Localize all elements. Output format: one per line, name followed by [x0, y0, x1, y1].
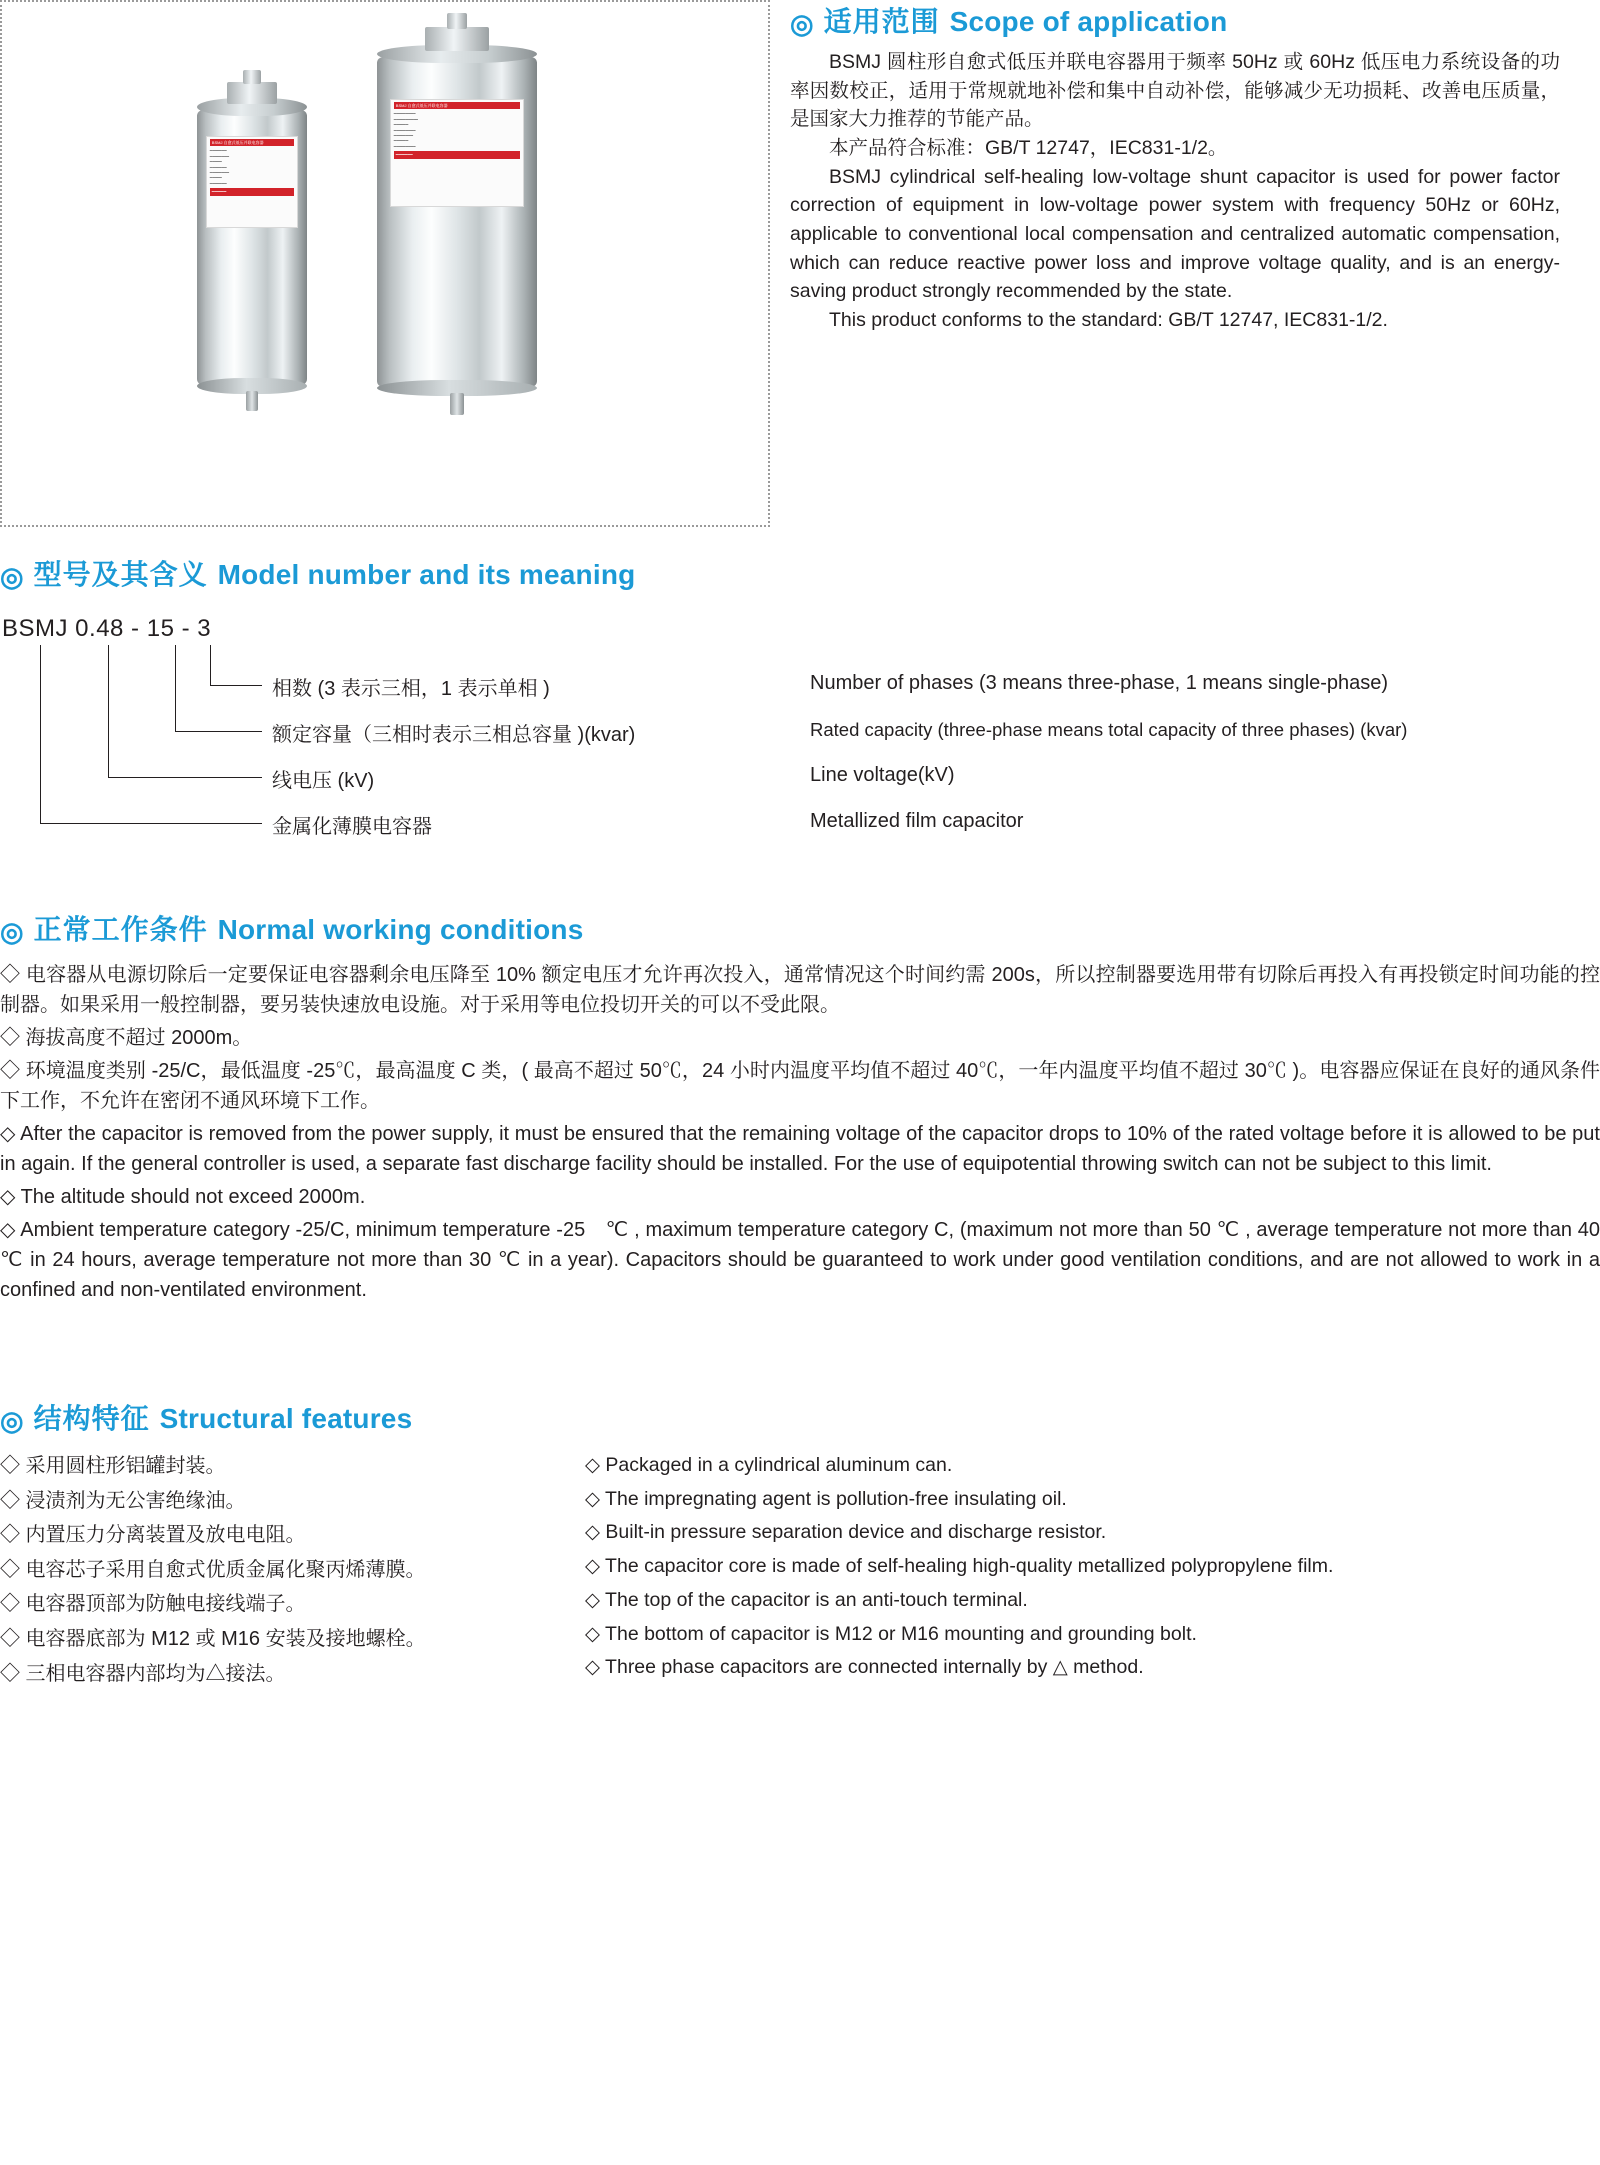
scope-heading-en: Scope of application — [949, 6, 1228, 37]
leader-hline-capacity — [175, 731, 262, 732]
scope-paragraph-cn-2: 本产品符合标准：GB/T 12747，IEC831-1/2。 — [829, 136, 1228, 159]
ring-icon: ◎ — [0, 1406, 24, 1436]
scope-paragraph-en-2: This product conforms to the standard: GB/T 12747, IEC831-1/2. — [829, 308, 1388, 331]
structural-features-heading-cn: 结构特征 — [33, 1403, 150, 1434]
capacitor-small-terminal — [227, 82, 277, 104]
model-row-cn-3: 金属化薄膜电容器 — [272, 816, 432, 838]
structural-item-en-0: ◇ Packaged in a cylindrical aluminum can. — [585, 1454, 953, 1476]
structural-features-column-cn — [0, 1449, 585, 1691]
leader-hline-voltage — [108, 777, 262, 778]
model-heading — [0, 553, 1600, 593]
normal-conditions-item-cn-1: ◇ 海拔高度不超过 2000m。 — [0, 1027, 253, 1049]
leader-vline-capacity — [175, 645, 176, 731]
normal-conditions-item-en-2: ◇ Ambient temperature category -25/C, minimum temperature -25 ℃ , maximum temperature category C, (maximum not more than 50 ℃ , average temperature not more than 40 ℃ in 24 hours, average temperature not more than 30 ℃ in a year). Capacitors should be guaranteed to work under good ventilation conditions, and are not allowed to work in a confined and non-ventilated environment. — [0, 1219, 1600, 1301]
model-row-en-1: Rated capacity (three-phase means total capacity of three phases) (kvar) — [810, 719, 1408, 740]
model-heading-en: Model number and its meaning — [217, 559, 636, 590]
structural-item-en-1: ◇ The impregnating agent is pollution-free insulating oil. — [585, 1487, 1067, 1510]
model-heading-cn: 型号及其含义 — [33, 559, 208, 590]
scope-paragraph-cn-1: BSMJ 圆柱形自愈式低压并联电容器用于频率 50Hz 或 60Hz 低压电力系统设备的功率因数校正，适用于常规就地补偿和集中自动补偿，能够减少无功损耗、改善电压质量，是国家大力推荐的节能产品。 — [790, 51, 1560, 131]
capacitor-small-label: BSMJ 自愈式低压并联电容器 ━━━━━━━ ━━━━━━━━ ━━━━━ ━━━━━━━ ━━━━━━━━ ━━━━━ ━━━━━━━ ━━━━━━ — [206, 136, 298, 228]
capacitor-large-terminal — [425, 27, 489, 51]
structural-item-en-5: ◇ The bottom of capacitor is M12 or M16 mounting and grounding bolt. — [585, 1622, 1197, 1645]
normal-conditions-heading-en: Normal working conditions — [217, 914, 584, 945]
normal-conditions-heading — [0, 908, 1600, 948]
model-diagram — [0, 645, 1600, 838]
product-photo — [0, 0, 770, 527]
leader-hline-phases — [210, 685, 262, 686]
structural-item-en-2: ◇ Built-in pressure separation device and discharge resistor. — [585, 1521, 1107, 1544]
normal-conditions-section — [0, 908, 1600, 1305]
structural-features-heading-en: Structural features — [159, 1403, 413, 1434]
leader-vline-phases — [210, 645, 211, 685]
scope-heading-cn: 适用范围 — [823, 6, 940, 37]
ring-icon: ◎ — [790, 9, 814, 39]
structural-item-en-4: ◇ The top of the capacitor is an anti-touch terminal. — [585, 1588, 1028, 1611]
structural-item-cn-3: ◇ 电容芯子采用自愈式优质金属化聚丙烯薄膜。 — [0, 1558, 426, 1581]
structural-item-cn-5: ◇ 电容器底部为 M12 或 M16 安装及接地螺栓。 — [0, 1627, 426, 1650]
structural-features-section — [0, 1397, 1600, 1691]
leader-vline-type — [40, 645, 41, 823]
normal-conditions-heading-cn: 正常工作条件 — [33, 914, 208, 945]
capacitor-small-bolt — [246, 391, 258, 411]
normal-conditions-item-cn-0: ◇ 电容器从电源切除后一定要保证电容器剩余电压降至 10% 额定电压才允许再次投入，通常情况这个时间约需 200s，所以控制器要选用带有切除后再投入有再投锁定时间功能的控制器。如果采用一般控制器，要另装快速放电设施。对于采用等电位投切开关的可以不受此限。 — [0, 964, 1600, 1016]
structural-item-cn-4: ◇ 电容器顶部为防触电接线端子。 — [0, 1593, 306, 1616]
structural-item-en-6: ◇ Three phase capacitors are connected internally by △ method. — [585, 1656, 1144, 1679]
structural-item-cn-1: ◇ 浸渍剂为无公害绝缘油。 — [0, 1489, 246, 1512]
ring-icon: ◎ — [0, 917, 24, 947]
model-row-cn-2: 线电压 (kV) — [272, 770, 375, 792]
model-row-en-2: Line voltage(kV) — [810, 764, 955, 786]
normal-conditions-item-cn-2: ◇ 环境温度类别 -25/C，最低温度 -25℃，最高温度 C 类，( 最高不超过 50℃，24 小时内温度平均值不超过 40℃，一年内温度平均值不超过 30℃ )。电容器应保证在良好的通风条件下工作，不允许在密闭不通风环境下工作。 — [0, 1060, 1600, 1112]
model-row-en-0: Number of phases (3 means three-phase, 1 means single-phase) — [810, 672, 1389, 694]
leader-hline-type — [40, 823, 262, 824]
structural-item-cn-2: ◇ 内置压力分离装置及放电电阻。 — [0, 1524, 306, 1547]
model-section — [0, 553, 1600, 838]
normal-conditions-item-en-0: ◇ After the capacitor is removed from the power supply, it must be ensured that the remaining voltage of the capacitor drops to 10% of the rated voltage before it is allowed to be put in again. If the general controller is used, a separate fast discharge facility should be installed. For the use of equipotential throwing switch can not be subject to this limit. — [0, 1123, 1600, 1175]
scope-paragraph-en-1: BSMJ cylindrical self-healing low-voltage shunt capacitor is used for power factor correction of equipment in low-voltage power system with frequency 50Hz or 60Hz, applicable to conventional local compensation and centralized automatic compensation, which can reduce reactive power loss and improve voltage quality, and is an energy-saving product strongly recommended by the state. — [790, 165, 1560, 303]
model-row-cn-0: 相数 (3 表示三相，1 表示单相 ) — [272, 678, 550, 700]
capacitor-large-terminal-post — [447, 13, 467, 29]
structural-features-heading — [0, 1397, 1600, 1437]
ring-icon: ◎ — [0, 562, 24, 592]
model-code: BSMJ 0.48 - 15 - 3 — [2, 615, 212, 642]
leader-vline-voltage — [108, 645, 109, 777]
capacitor-small — [197, 110, 307, 385]
capacitor-large-label: BSMJ 自愈式低压并联电容器 ━━━━━━━━━ ━━━━━━━━━━ ━━━━━━ ━━━━━━━━━ ━━━━━━━━ ━━━━━━ ━━━━━━━━━ ━━━━━━━ — [390, 99, 524, 207]
structural-item-en-3: ◇ The capacitor core is made of self-healing high-quality metallized polypropylene film. — [585, 1555, 1334, 1578]
model-row-cn-1: 额定容量（三相时表示三相总容量 )(kvar) — [272, 724, 636, 746]
model-row-en-3: Metallized film capacitor — [810, 810, 1024, 832]
capacitor-small-label-footer: ━━━━━━ — [210, 188, 294, 195]
structural-item-cn-6: ◇ 三相电容器内部均为△接法。 — [0, 1662, 286, 1685]
normal-conditions-item-en-1: ◇ The altitude should not exceed 2000m. — [0, 1186, 366, 1208]
capacitor-large-label-brand: BSMJ 自愈式低压并联电容器 — [394, 102, 520, 109]
top-section — [0, 0, 1600, 527]
scope-heading — [790, 0, 1560, 40]
capacitor-small-label-brand: BSMJ 自愈式低压并联电容器 — [210, 139, 294, 146]
structural-item-cn-0: ◇ 采用圆柱形铝罐封装。 — [0, 1455, 226, 1477]
structural-features-column-en — [585, 1449, 1585, 1691]
scope-column — [770, 0, 1560, 335]
capacitor-large-bolt — [450, 393, 464, 415]
capacitor-large-label-footer: ━━━━━━━ — [394, 151, 520, 158]
structural-features-grid — [0, 1449, 1600, 1691]
capacitor-small-terminal-post — [243, 70, 261, 84]
capacitor-large — [377, 57, 537, 387]
